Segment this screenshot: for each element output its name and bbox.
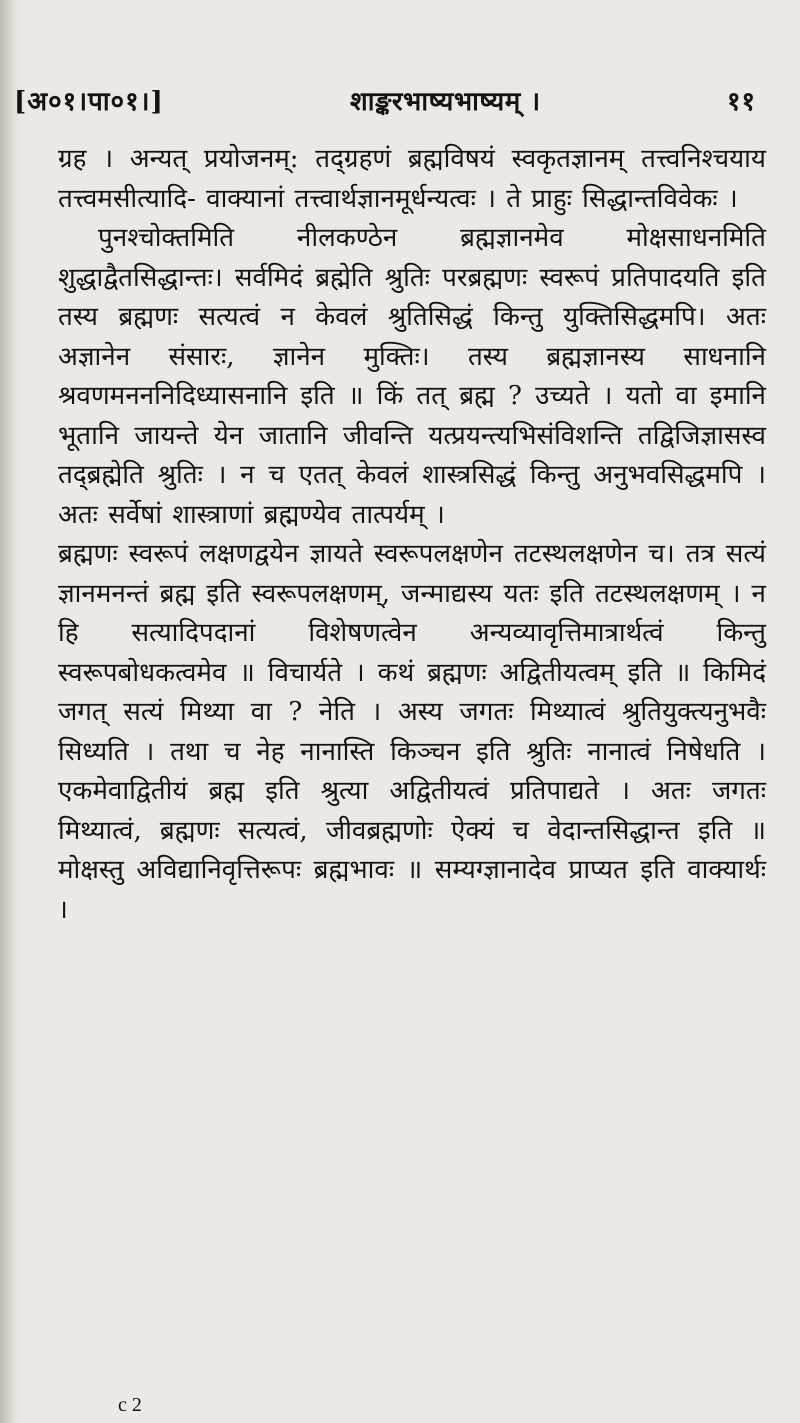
body-text: [58, 140, 766, 930]
signature-mark: c 2: [118, 1394, 142, 1416]
page-number: ११: [726, 87, 756, 117]
running-title: शाङ्करभाष्यभाष्यम् ।: [350, 87, 541, 117]
running-head: [14, 82, 756, 118]
paragraph-1: ग्रह । अन्यत् प्रयोजनम्: तद्ग्रहणं ब्रह्मविषयं स्वकृतज्ञानम् तत्त्वनिश्चयाय तत्त्वमसीत्यादि- वाक्यानां तत्त्वार्थज्ञानमूर्धन्यत्वः । ते प्राहुः सिद्धान्तविवेकः ।: [58, 144, 766, 214]
paragraph-2: पुनश्चोक्तमिति नीलकण्ठेन ब्रह्मज्ञानमेव मोक्षसाधनमिति शुद्धाद्वैतसिद्धान्तः। सर्वमिदं ब्रह्मेति श्रुतिः परब्रह्मणः स्वरूपं प्रतिपादयति इति तस्य ब्रह्मणः सत्यत्वं न केवलं श्रुतिसिद्धं किन्तु युक्तिसिद्धमपि। अतः अज्ञानेन संसारः, ज्ञानेन मुक्तिः। तस्य ब्रह्मज्ञानस्य साधनानि श्रवणमनननिदिध्यासनानि इति ॥ किं तत् ब्रह्म ? उच्यते । यतो वा इमानि भूतानि जायन्ते येन जातानि जीवन्ति यत्प्रयन्त्यभिसंविशन्ति तद्विजिज्ञासस्व तद्ब्रह्मेति श्रुतिः । न च एतत् केवलं शास्त्रसिद्धं किन्तु अनुभवसिद्धमपि । अतः सर्वेषां शास्त्राणां ब्रह्मण्येव तात्पर्यम् ।: [58, 223, 766, 530]
binding-shadow: [0, 0, 22, 1423]
paragraph-3: ब्रह्मणः स्वरूपं लक्षणद्वयेन ज्ञायते स्वरूपलक्षणेन तटस्थलक्षणेन च। तत्र सत्यं ज्ञानमनन्तं ब्रह्म इति स्वरूपलक्षणम्, जन्माद्यस्य यतः इति तटस्थलक्षणम् । न हि सत्यादिपदानां विशेषणत्वेन अन्यव्यावृत्तिमात्रार्थत्वं किन्तु स्वरूपबोधकत्वमेव ॥ विचार्यते । कथं ब्रह्मणः अद्वितीयत्वम् इति ॥ किमिदं जगत् सत्यं मिथ्या वा ? नेति । अस्य जगतः मिथ्यात्वं श्रुतियुक्त्यनुभवैः सिध्यति । तथा च नेह नानास्ति किञ्चन इति श्रुतिः नानात्वं निषेधति । एकमेवाद्वितीयं ब्रह्म इति श्रुत्या अद्वितीयत्वं प्रतिपाद्यते । अतः जगतः मिथ्यात्वं, ब्रह्मणः सत्यत्वं, जीवब्रह्मणोः ऐक्यं च वेदान्तसिद्धान्त इति ॥ मोक्षस्तु अविद्यानिवृत्तिरूपः ब्रह्मभावः ॥ सम्यग्ज्ञानादेव प्राप्यत इति वाक्यार्थः ।: [58, 539, 766, 925]
section-reference: [अ०१।पा०१।]: [14, 87, 164, 117]
